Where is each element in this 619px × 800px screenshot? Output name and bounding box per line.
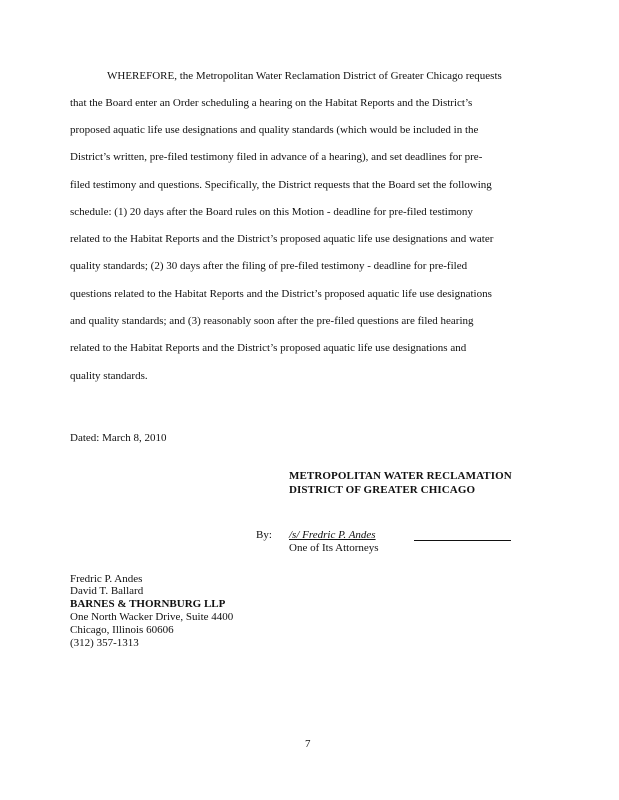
signature-line bbox=[414, 540, 511, 541]
paragraph-line: related to the Habitat Reports and the District’s proposed aquatic life use designations and water bbox=[70, 233, 494, 245]
electronic-signature: /s/ Fredric P. Andes bbox=[289, 529, 376, 541]
paragraph-line: District’s written, pre-filed testimony filed in advance of a hearing), and set deadlines for pre- bbox=[70, 151, 483, 163]
paragraph-line: quality standards. bbox=[70, 370, 148, 382]
law-firm-name: BARNES & THORNBURG LLP bbox=[70, 598, 226, 610]
phone-number: (312) 357-1313 bbox=[70, 637, 139, 649]
paragraph-line: related to the Habitat Reports and the District’s proposed aquatic life use designations and bbox=[70, 342, 467, 354]
paragraph-line: questions related to the Habitat Reports and the District’s proposed aquatic life use designations bbox=[70, 288, 492, 300]
paragraph-line: and quality standards; and (3) reasonably soon after the pre-filed questions are filed hearing bbox=[70, 315, 474, 327]
address-line-1: One North Wacker Drive, Suite 4400 bbox=[70, 611, 234, 623]
address-line-2: Chicago, Illinois 60606 bbox=[70, 624, 174, 636]
org-name-line-2: DISTRICT OF GREATER CHICAGO bbox=[289, 484, 476, 496]
signature-subtitle: One of Its Attorneys bbox=[289, 542, 379, 554]
attorney-name-2: David T. Ballard bbox=[70, 585, 144, 597]
page-number: 7 bbox=[305, 738, 311, 750]
paragraph-line: filed testimony and questions. Specifically, the District requests that the Board set the following bbox=[70, 179, 492, 191]
paragraph-line: schedule: (1) 20 days after the Board rules on this Motion - deadline for pre-filed testimony bbox=[70, 206, 473, 218]
org-name-line-1: METROPOLITAN WATER RECLAMATION bbox=[289, 470, 512, 482]
date-line: Dated: March 8, 2010 bbox=[70, 432, 167, 444]
paragraph-line: that the Board enter an Order scheduling a hearing on the Habitat Reports and the District’s bbox=[70, 97, 473, 109]
by-label: By: bbox=[256, 529, 272, 541]
attorney-name-1: Fredric P. Andes bbox=[70, 573, 143, 585]
paragraph-line: quality standards; (2) 30 days after the filing of pre-filed testimony - deadline for pre-filed bbox=[70, 260, 468, 272]
paragraph-line: WHEREFORE, the Metropolitan Water Reclamation District of Greater Chicago requests bbox=[107, 70, 502, 82]
paragraph-line: proposed aquatic life use designations and quality standards (which would be included in the bbox=[70, 124, 479, 136]
